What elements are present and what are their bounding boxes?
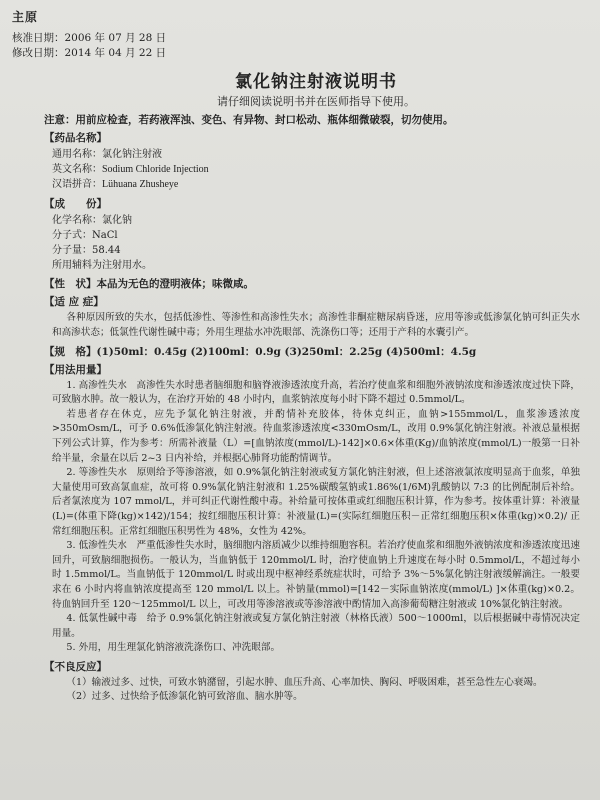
pinyin-name: 汉语拼音：Lühuana Zhusheye: [52, 179, 179, 191]
brand-logo: 主原: [12, 10, 39, 24]
dosage-paragraph-5: 4. 低氯性碱中毒 给予 0.9%氯化钠注射液或复方氯化钠注射液（林格氏液）500～1000ml，以后根据碱中毒情况决定用量。: [52, 613, 580, 639]
section-heading-dosage: 【用法用量】: [44, 363, 107, 376]
english-name: 英文名称：Sodium Chloride Injection: [52, 164, 209, 176]
dosage-paragraph-2: 若患者存在休克，应先予氯化钠注射液，并酌情补充胶体，待休克纠正，血钠>155mmol/L，血浆渗透浓度>350mOsm/L，可予 0.6%低渗氯化钠注射液。待血浆渗透浓度<330mOsm/L，改用 0.9%氯化钠注射液。补液总量根据下列公式计算，作为参考：所需补液量（L）=[血钠浓度(mmol/L)-142]×0.6×体重(Kg)/血钠浓度(mmol/L)一般第一日补给半量，余量在以后 2~3 日内补给，并根据心肺肾功能酌情调节。: [52, 408, 580, 464]
document-title: 氯化钠注射液说明书: [235, 72, 397, 92]
chemical-name: 化学名称：氯化钠: [52, 214, 132, 226]
section-specification: 【规 格】(1)50ml：0.45g (2)100ml：0.9g (3)250ml：2.25g (4)500ml：4.5g: [44, 345, 477, 358]
date-block: [12, 31, 580, 61]
document-subtitle: 请仔细阅读说明书并在医师指导下使用。: [217, 95, 415, 108]
dosage-paragraph-1: 1. 高渗性失水 高渗性失水时患者脑细胞和脑脊液渗透浓度升高，若治疗使血浆和细胞外液钠浓度和渗透浓度过快下降，可致脑水肿。故一般认为，在治疗开始的 48 小时内，血浆钠浓度每小时下降不超过 0.5mmol/L。: [52, 379, 580, 406]
generic-name: 通用名称：氯化钠注射液: [52, 149, 162, 160]
usage-notice: 注意：用前应检查，若药液浑浊、变色、有异物、封口松动、瓶体细微破裂，切勿使用。: [44, 114, 454, 126]
section-character: 【性 状】本品为无色的澄明液体；味微咸。: [44, 278, 254, 291]
section-heading-adverse: 【不良反应】: [44, 660, 107, 673]
molecular-weight: 分子量：58.44: [52, 245, 121, 257]
section-heading-indication: 【适 应 症】: [44, 296, 104, 309]
adverse-paragraph-2: （2）过多、过快给予低渗氯化钠可致溶血、脑水肿等。: [66, 691, 303, 703]
revision-date: 修改日期：2014 年 04 月 22 日: [12, 47, 167, 59]
section-heading-composition: 【成 份】: [44, 197, 107, 210]
molecular-formula: 分子式：NaCl: [52, 229, 118, 241]
dosage-paragraph-6: 5. 外用，用生理氯化钠溶液洗涤伤口、冲洗眼部。: [66, 642, 281, 654]
dosage-paragraph-3: 2. 等渗性失水 原则给予等渗溶液，如 0.9%氯化钠注射液或复方氯化钠注射液，但上述溶液氯浓度明显高于血浆，单独大量使用可致高氯血症，故可将 0.9%氯化钠注射液和 1.25%碳酸氢钠或1.86%(1/6M)乳酸钠以 7:3 的比例配制后补给。后者氯浓度为 107 mmol/L，并可纠正代谢性酸中毒。补给量可按体重或红细胞压积计算，作为参考。按体重计算：补液量(L)=(体重下降(kg)×142)/154；按红细胞压积计算：补液量(L)=(实际红细胞压积－正常红细胞压积×体重(kg)×0.2)/ 正常红细胞压积。正常红细胞压积男性为 48%，女性为 42%。: [52, 467, 580, 537]
excipient-text: 所用辅料为注射用水。: [52, 260, 152, 272]
indication-text: 各种原因所致的失水，包括低渗性、等渗性和高渗性失水；高渗性非酮症糖尿病昏迷，应用等渗或低渗氯化钠可纠正失水和高渗状态；低氯性代谢性碱中毒；外用生理盐水冲洗眼部、洗涤伤口等；还用于产科的水囊引产。: [52, 312, 580, 339]
approval-date: 核准日期：2006 年 07 月 28 日: [12, 32, 167, 44]
section-heading-drug-name: 【药品名称】: [44, 132, 107, 144]
dosage-paragraph-4: 3. 低渗性失水 严重低渗性失水时，脑细胞内溶质减少以维持细胞容积。若治疗使血浆和细胞外液钠浓度和渗透浓度迅速回升，可致脑细胞损伤。一般认为，当血钠低于 120mmol/L 时，治疗使血钠上升速度在每小时 0.5mmol/L，不超过每小时 1.5mmol/L。当血钠低于 120mmol/L 时或出现中枢神经系统症状时，可给予 3%～5%氯化钠注射液缓解滴注。一般要求在 6 小时内将血钠浓度提高至 120 mmol/L 以上。补钠量(mmol)=[142－实际血钠浓度(mmol/L) ]×体重(kg)×0.2。待血钠回升至 120～125mmol/L 以上，可改用等渗溶液或等渗溶液中酌情加入高渗葡萄糖注射液或 10%氯化钠注射液。: [52, 540, 580, 610]
adverse-paragraph-1: （1）输液过多、过快，可致水钠潴留，引起水肿、血压升高、心率加快、胸闷、呼吸困难，甚至急性左心衰竭。: [66, 676, 543, 688]
